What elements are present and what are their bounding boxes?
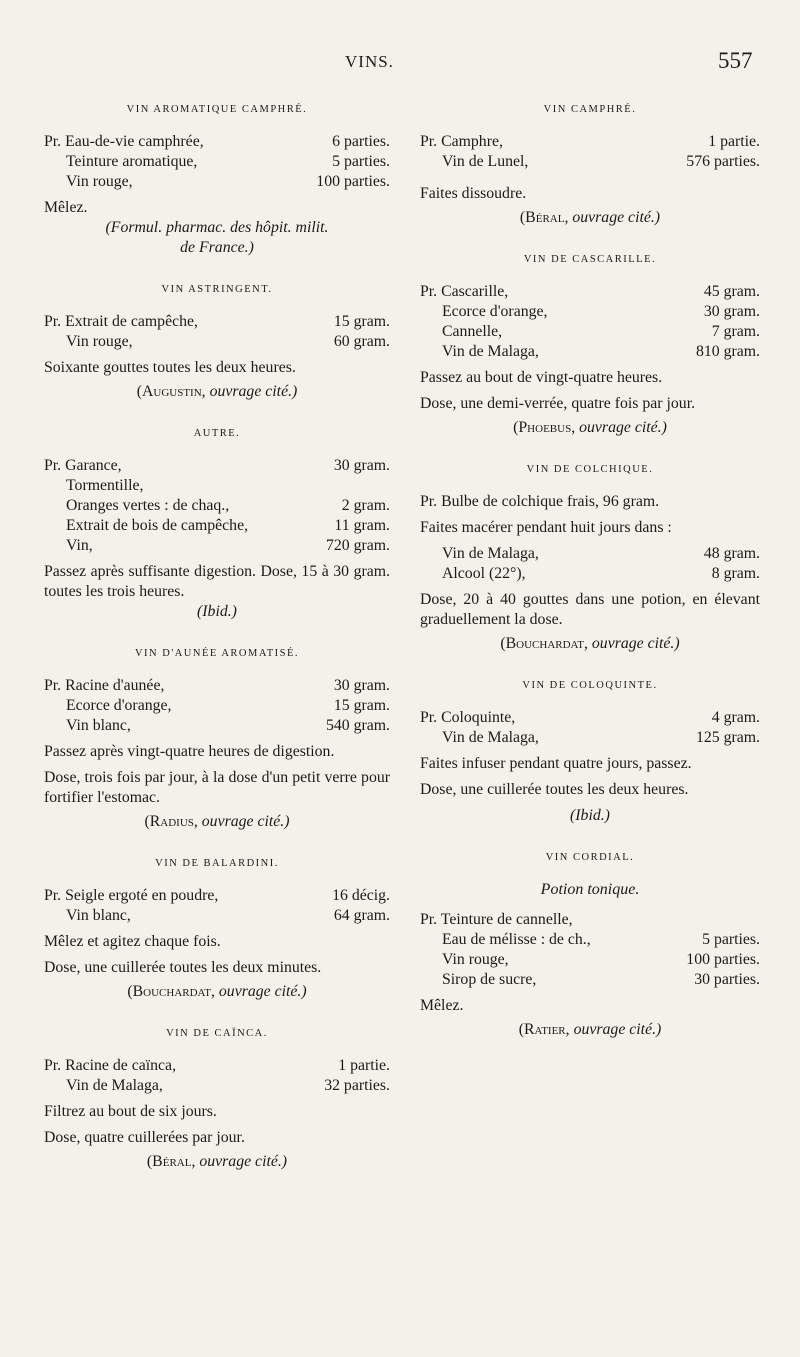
recipe-vin-d-aunee (44, 644, 390, 832)
ingredient-name: Teinture aromatique, (66, 153, 198, 170)
citation-work: ouvrage cité.) (572, 209, 661, 226)
citation (420, 634, 760, 654)
section-title: VIN DE CAÏNCA. (166, 1028, 268, 1039)
ingredient-name: Vin rouge, (66, 173, 133, 190)
ingredient-name: Sirop de sucre, (442, 971, 537, 988)
ingredient-qty: 2 gram. (341, 497, 390, 514)
citation-work: ouvrage cité.) (201, 813, 290, 830)
recipe-vin-de-coloquinte (420, 676, 760, 826)
ingredient-row (44, 696, 390, 716)
ingredient-qty: 720 gram. (325, 537, 390, 554)
ingredient-row (420, 564, 760, 584)
instruction: Mêlez. (44, 199, 88, 216)
section-title: VIN D'AUNÉE AROMATISÉ. (134, 648, 300, 659)
ingredient-name: Pr. Camphre, (420, 133, 503, 150)
section-subtitle: Potion tonique. (540, 881, 640, 898)
ingredient-name: Vin rouge, (66, 333, 133, 350)
ingredient-name: Pr. Eau-de-vie camphrée, (44, 133, 204, 150)
ingredient-qty: 32 parties. (324, 1077, 390, 1094)
dosage: Dose, une demi-verrée, quatre fois par jour. (420, 395, 696, 412)
ingredient-line: Pr. Bulbe de colchique frais, 96 gram. (420, 493, 660, 510)
citation-work: ouvrage cité.) (579, 419, 667, 436)
ingredient-name: Pr. Racine d'aunée, (44, 677, 165, 694)
instruction: Mêlez et agitez chaque fois. (44, 933, 221, 950)
running-title: VINS. (345, 52, 394, 71)
ingredient-name: Vin de Malaga, (442, 545, 539, 562)
ingredient-qty: 15 gram. (333, 313, 390, 330)
ingredient-row (44, 906, 390, 926)
ingredient-row (420, 302, 760, 322)
ingredient-name: Pr. Cascarille, (420, 283, 509, 300)
citation (420, 208, 760, 228)
ingredient-row (420, 342, 760, 362)
ingredient-name: Pr. Teinture de cannelle, (420, 911, 573, 928)
ingredient-row (44, 456, 390, 476)
ingredient-qty: 5 parties. (332, 153, 390, 170)
right-column (420, 100, 760, 1040)
ingredient-row (44, 152, 390, 172)
dosage: Dose, trois fois par jour, à la dose d'un petit verre pour fortifier l'estomac. (44, 769, 390, 806)
dosage: Dose, quatre cuillerées par jour. (44, 1129, 245, 1146)
instruction: Faites infuser pendant quatre jours, passez. (420, 755, 692, 772)
dosage: Dose, une cuillerée toutes les deux heures. (420, 781, 689, 798)
section-title: VIN DE COLCHIQUE. (526, 464, 654, 475)
citation-author: (Béral, (146, 1153, 196, 1170)
ingredient-name: Ecorce d'orange, (442, 303, 548, 320)
ingredient-row (420, 930, 760, 950)
ingredient-name: Extrait de bois de campêche, (66, 517, 249, 534)
ingredient-row (420, 282, 760, 302)
ingredient-qty: 100 parties. (316, 173, 390, 190)
ingredient-name: Vin de Malaga, (442, 343, 539, 360)
ingredient-name: Pr. Seigle ergoté en poudre, (44, 887, 219, 904)
recipe-vin-de-cainca (44, 1024, 390, 1172)
section-title: VIN DE BALARDINI. (155, 858, 279, 869)
ingredient-qty: 125 gram. (695, 729, 760, 746)
ingredient-qty: 100 parties. (686, 951, 760, 968)
ingredient-qty: 5 parties. (702, 931, 760, 948)
citation (44, 982, 390, 1002)
ingredient-qty: 45 gram. (703, 283, 760, 300)
ingredient-row (44, 332, 390, 352)
citation (44, 382, 390, 402)
citation (420, 418, 760, 438)
ingredient-qty: 48 gram. (703, 545, 760, 562)
ingredient-name: Cannelle, (442, 323, 503, 340)
recipe-vin-camphre (420, 100, 760, 228)
ingredient-qty: 1 partie. (338, 1057, 390, 1074)
citation (44, 812, 390, 832)
citation-work: ouvrage cité.) (573, 1021, 662, 1038)
ingredient-name: Vin, (66, 537, 93, 554)
citation-work: ouvrage cité.) (591, 635, 680, 652)
ingredient-qty: 540 gram. (325, 717, 390, 734)
ingredient-qty: 4 gram. (711, 709, 760, 726)
ingredient-row (44, 516, 390, 536)
ingredient-row (44, 676, 390, 696)
ingredient-row (44, 172, 390, 192)
citation-author: (Augustin, (136, 383, 206, 400)
ingredient-qty: 30 gram. (333, 457, 390, 474)
citation-author: (Ratier, (518, 1021, 570, 1038)
running-head (0, 48, 800, 76)
ingredient-row (420, 708, 760, 728)
ingredient-qty: 15 gram. (333, 697, 390, 714)
citation-continued: de France.) (180, 239, 254, 256)
citation-work: ouvrage cité.) (199, 1153, 288, 1170)
recipe-vin-cordial (420, 848, 760, 1040)
citation (420, 1020, 760, 1040)
ingredient-qty: 30 gram. (703, 303, 760, 320)
ingredient-row (44, 716, 390, 736)
ingredient-row (44, 476, 390, 496)
ingredient-name: Pr. Garance, (44, 457, 122, 474)
citation-work: ouvrage cité.) (218, 983, 307, 1000)
ingredient-name: Eau de mélisse : de ch., (442, 931, 591, 948)
recipe-autre (44, 424, 390, 622)
recipe-vin-aromatique-camphre (44, 100, 390, 258)
instruction: Faites macérer pendant huit jours dans : (420, 519, 672, 536)
ingredient-qty: 1 partie. (708, 133, 760, 150)
citation-author: (Béral, (519, 209, 569, 226)
instruction: Passez après vingt-quatre heures de digestion. (44, 743, 335, 760)
dosage: Dose, une cuillerée toutes les deux minutes. (44, 959, 322, 976)
instruction: Passez après suffisante digestion. Dose, 15 à 30 gram. toutes les trois heures. (44, 563, 390, 600)
ingredient-row (420, 132, 760, 152)
recipe-vin-de-colchique (420, 460, 760, 654)
citation (44, 1152, 390, 1172)
section-title: VIN CORDIAL. (545, 852, 635, 863)
ingredient-qty: 30 gram. (333, 677, 390, 694)
ingredient-qty: 64 gram. (333, 907, 390, 924)
instruction: Passez au bout de vingt-quatre heures. (420, 369, 663, 386)
ingredient-qty: 810 gram. (695, 343, 760, 360)
citation-author: (Bouchardat, (500, 635, 588, 652)
section-title: VIN CAMPHRÉ. (543, 104, 637, 115)
recipe-vin-de-balardini (44, 854, 390, 1002)
citation: (Ibid.) (570, 807, 610, 824)
ingredient-name: Pr. Coloquinte, (420, 709, 516, 726)
section-title: VIN AROMATIQUE CAMPHRÉ. (126, 104, 308, 115)
citation-author: (Phoebus, (513, 419, 576, 436)
instruction: Soixante gouttes toutes les deux heures. (44, 359, 296, 376)
section-title: AUTRE. (193, 428, 241, 439)
citation-work: ouvrage cité.) (209, 383, 298, 400)
section-title: VIN DE COLOQUINTE. (522, 680, 658, 691)
instruction: Filtrez au bout de six jours. (44, 1103, 217, 1120)
ingredient-row (420, 544, 760, 564)
page-number: 557 (718, 48, 753, 73)
citation: (Formul. pharmac. des hôpit. milit. (105, 219, 329, 236)
instruction: Faites dissoudre. (420, 185, 527, 202)
recipe-vin-astringent (44, 280, 390, 402)
section-title: VIN DE CASCARILLE. (523, 254, 657, 265)
ingredient-row (44, 1076, 390, 1096)
instruction: Mêlez. (420, 997, 464, 1014)
citation: (Ibid.) (197, 603, 237, 620)
ingredient-row (44, 132, 390, 152)
ingredient-name: Vin blanc, (66, 907, 131, 924)
ingredient-qty: 11 gram. (334, 517, 390, 534)
ingredient-row (420, 950, 760, 970)
ingredient-row (44, 312, 390, 332)
ingredient-qty: 7 gram. (711, 323, 760, 340)
ingredient-name: Vin de Lunel, (442, 153, 529, 170)
ingredient-row (44, 536, 390, 556)
ingredient-row (44, 496, 390, 516)
ingredient-row (44, 1056, 390, 1076)
ingredient-name: Vin de Malaga, (66, 1077, 163, 1094)
ingredient-name: Alcool (22°), (442, 565, 526, 582)
ingredient-name: Vin blanc, (66, 717, 131, 734)
dosage: Dose, 20 à 40 gouttes dans une potion, en élevant graduellement la dose. (420, 591, 760, 628)
ingredient-qty: 8 gram. (711, 565, 760, 582)
ingredient-name: Vin rouge, (442, 951, 509, 968)
ingredient-name: Ecorce d'orange, (66, 697, 172, 714)
ingredient-qty: 16 décig. (332, 887, 390, 904)
citation-author: (Bouchardat, (127, 983, 215, 1000)
ingredient-row (420, 152, 760, 172)
ingredient-row (44, 886, 390, 906)
ingredient-qty: 576 parties. (686, 153, 760, 170)
ingredient-qty: 60 gram. (333, 333, 390, 350)
ingredient-row (420, 322, 760, 342)
ingredient-name: Oranges vertes : de chaq., (66, 497, 230, 514)
ingredient-name: Pr. Extrait de campêche, (44, 313, 198, 330)
ingredient-name: Pr. Racine de caïnca, (44, 1057, 177, 1074)
ingredient-qty: 6 parties. (332, 133, 390, 150)
ingredient-row (420, 970, 760, 990)
recipe-vin-de-cascarille (420, 250, 760, 438)
left-column (44, 100, 390, 1172)
ingredient-name: Vin de Malaga, (442, 729, 539, 746)
ingredient-qty: 30 parties. (694, 971, 760, 988)
citation-author: (Radius, (144, 813, 198, 830)
ingredient-row (420, 910, 760, 930)
section-title: VIN ASTRINGENT. (161, 284, 273, 295)
ingredient-row (420, 728, 760, 748)
ingredient-name: Tormentille, (66, 477, 144, 494)
